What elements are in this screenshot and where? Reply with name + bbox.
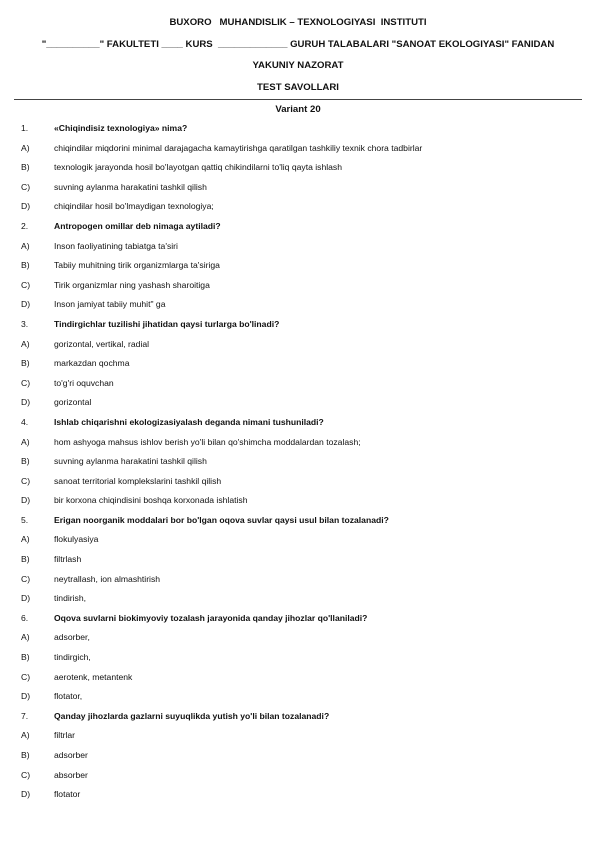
- option-text: flokulyasiya: [54, 534, 99, 545]
- answer-option: [0, 553, 596, 573]
- answer-option: [0, 494, 596, 514]
- option-label: C): [21, 181, 31, 192]
- faculty-line: "__________" FAKULTETI ____ KURS _____________ GURUH TALABALARI "SANOAT EKOLOGIYASI" FANIDAN: [41, 39, 555, 50]
- option-label: D): [21, 495, 31, 506]
- answer-option: [0, 142, 596, 162]
- answer-option: [0, 769, 596, 789]
- option-label: B): [21, 162, 30, 173]
- option-label: D): [21, 789, 31, 800]
- question-number: 6.: [21, 612, 29, 623]
- question-number: 4.: [21, 416, 29, 427]
- question-number: 3.: [21, 318, 29, 329]
- answer-option: [0, 240, 596, 260]
- question-row: [0, 416, 596, 436]
- answer-option: [0, 298, 596, 318]
- answer-option: [0, 651, 596, 671]
- question-number: 7.: [21, 710, 29, 721]
- option-label: A): [21, 534, 30, 545]
- option-label: B): [21, 358, 30, 369]
- option-label: B): [21, 456, 30, 467]
- option-text: Inson faoliyatining tabiatga ta'siri: [54, 240, 178, 251]
- option-text: chiqindilar hosil bo'lmaydigan texnologiya;: [54, 201, 214, 212]
- option-label: A): [21, 142, 30, 153]
- option-text: suvning aylanma harakatini tashkil qilish: [54, 181, 207, 192]
- option-label: D): [21, 299, 31, 310]
- answer-option: [0, 436, 596, 456]
- question-row: [0, 514, 596, 534]
- answer-option: [0, 377, 596, 397]
- option-label: B): [21, 554, 30, 565]
- option-text: adsorber: [54, 750, 88, 760]
- option-text: absorber: [54, 769, 88, 780]
- option-text: flotator: [54, 789, 81, 800]
- option-text: tindirish,: [54, 593, 86, 604]
- question-text: Erigan noorganik moddalari bor bo'lgan oqova suvlar qaysi usul bilan tozalanadi?: [54, 514, 389, 525]
- answer-option: [0, 200, 596, 220]
- answer-option: [0, 749, 596, 769]
- answer-option: [0, 690, 596, 710]
- answer-option: [0, 259, 596, 279]
- exam-title: YAKUNIY NAZORAT: [252, 60, 344, 71]
- option-label: A): [21, 632, 30, 643]
- option-text: to'g'ri oquvchan: [54, 377, 114, 388]
- option-label: C): [21, 573, 31, 584]
- option-text: hom ashyoga mahsus ishlov berish yo'li bilan qo'shimcha moddalardan tozalash;: [54, 436, 361, 447]
- option-text: gorizontal: [54, 397, 92, 408]
- option-text: Tabiiy muhitning tirik organizmlarga ta'siriga: [54, 260, 220, 271]
- answer-option: [0, 357, 596, 377]
- option-text: suvning aylanma harakatini tashkil qilish: [54, 456, 207, 467]
- option-label: C): [21, 377, 31, 388]
- option-label: B): [21, 260, 30, 271]
- question-text: Ishlab chiqarishni ekologizasiyalash deganda nimani tushuniladi?: [54, 416, 324, 427]
- question-row: [0, 612, 596, 632]
- option-text: gorizontal, vertikal, radial: [54, 338, 150, 349]
- option-text: filtrlar: [54, 730, 76, 741]
- option-label: A): [21, 730, 30, 741]
- answer-option: [0, 161, 596, 181]
- answer-option: [0, 181, 596, 201]
- option-text: sanoat territorial komplekslarini tashkil qilish: [54, 475, 222, 486]
- question-number: 5.: [21, 514, 29, 525]
- option-label: D): [21, 593, 31, 604]
- option-label: A): [21, 436, 30, 447]
- option-label: D): [21, 201, 31, 212]
- question-row: [0, 122, 596, 142]
- test-title: TEST SAVOLLARI: [257, 82, 339, 93]
- question-number: 1.: [21, 123, 29, 133]
- answer-option: [0, 396, 596, 416]
- option-label: A): [21, 240, 30, 251]
- option-text: Inson jamiyat tabiiy muhit" ga: [54, 299, 166, 310]
- option-label: D): [21, 691, 31, 702]
- answer-option: [0, 573, 596, 593]
- option-label: C): [21, 769, 31, 780]
- question-text: Oqova suvlarni biokimyoviy tozalash jarayonida qanday jihozlar qo'llaniladi?: [54, 612, 368, 623]
- question-row: [0, 318, 596, 338]
- option-text: flotator,: [54, 691, 83, 702]
- answer-option: [0, 671, 596, 691]
- question-row: [0, 220, 596, 240]
- question-number: 2.: [21, 220, 29, 231]
- option-label: C): [21, 475, 31, 486]
- answer-option: [0, 631, 596, 651]
- answer-option: [0, 788, 596, 808]
- option-text: aerotenk, metantenk: [54, 671, 133, 682]
- answer-option: [0, 729, 596, 749]
- header-divider: [14, 99, 582, 100]
- answer-option: [0, 533, 596, 553]
- option-text: neytrallash, ion almashtirish: [54, 573, 161, 584]
- answer-option: [0, 592, 596, 612]
- answer-option: [0, 338, 596, 358]
- question-text: Antropogen omillar deb nimaga aytiladi?: [54, 220, 221, 231]
- option-text: filtrlash: [54, 554, 82, 565]
- option-label: D): [21, 397, 31, 408]
- institute-title: BUXORO MUHANDISLIK – TEXNOLOGIYASI INSTITUTI: [169, 17, 427, 28]
- option-label: A): [21, 338, 30, 349]
- option-text: markazdan qochma: [54, 358, 130, 369]
- answer-option: [0, 475, 596, 495]
- option-label: B): [21, 652, 30, 663]
- option-text: tindirgich,: [54, 652, 91, 663]
- question-text: Tindirgichlar tuzilishi jihatidan qaysi turlarga bo'linadi?: [54, 318, 280, 329]
- option-text: bir korxona chiqindisini boshqa korxonada ishlatish: [54, 495, 248, 506]
- answer-option: [0, 455, 596, 475]
- option-text: adsorber,: [54, 632, 90, 643]
- question-text: Qanday jihozlarda gazlarni suyuqlikda yutish yo'li bilan tozalanadi?: [54, 710, 330, 721]
- question-text: «Chiqindisiz texnologiya» nima?: [54, 123, 188, 133]
- question-row: [0, 710, 596, 730]
- option-label: C): [21, 279, 31, 290]
- option-label: B): [21, 750, 30, 760]
- variant-label: Variant 20: [275, 104, 321, 115]
- option-text: chiqindilar miqdorini minimal darajagacha kamaytirishga qaratilgan tashkiliy texnik chora tadbirlar: [54, 142, 423, 153]
- option-text: texnologik jarayonda hosil bo'layotgan qattiq chikindilarni to'liq qayta ishlash: [54, 162, 343, 173]
- option-label: C): [21, 671, 31, 682]
- questions-list: [0, 122, 596, 808]
- answer-option: [0, 279, 596, 299]
- option-text: Tirik organizmlar ning yashash sharoitiga: [54, 279, 210, 290]
